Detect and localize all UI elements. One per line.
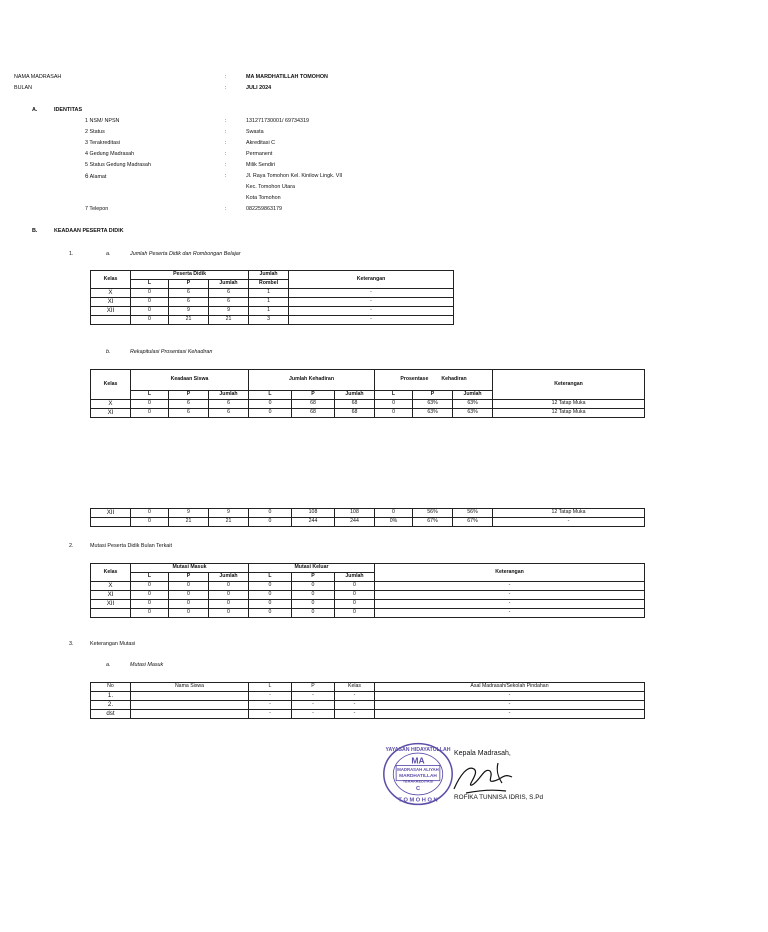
table-cell: XII [91,509,131,518]
table-cell: 0 [131,400,169,409]
colon: : [225,206,227,212]
table-cell: - [289,289,454,298]
table-cell: 0 [292,609,335,618]
table-cell: 0 [249,409,292,418]
table-cell: 0 [335,591,375,600]
header-kelas: Kelas [91,370,131,400]
table-row [91,591,645,600]
header-kelas: Kelas [91,271,131,289]
table-cell: 0 [209,591,249,600]
header-jumlah: Jumlah [335,391,375,400]
sub-a-letter: a. [106,251,111,257]
header-jumlah-kehadiran: Jumlah Kehadiran [249,370,375,391]
header-keterangan: Keterangan [375,564,645,582]
table-cell: 0 [131,518,169,527]
table-cell [131,692,249,701]
table-row [91,400,645,409]
table-cell: 0 [249,518,292,527]
table-cell: 0 [131,609,169,618]
table-cell: 0 [249,582,292,591]
header-l: L [131,391,169,400]
table-cell: 0 [209,600,249,609]
table-cell: 1 [249,289,289,298]
identitas-label: 1 NSM/ NPSN [85,118,120,124]
nama-madrasah-value: MA MARDHATILLAH TOMOHON [246,74,328,80]
colon: : [225,129,227,135]
table-cell: 0 [209,582,249,591]
table-cell: X [91,582,131,591]
header-p: P [292,573,335,582]
table-mutasi [90,563,645,618]
item-3-title: Keterangan Mutasi [90,641,136,647]
table-cell: 0% [375,518,413,527]
table-cell: 9 [209,509,249,518]
table-cell: 0 [131,591,169,600]
header-mutasi-keluar: Mutasi Keluar [249,564,375,573]
table-cell: - [292,701,335,710]
identitas-value: Milik Sendiri [246,162,276,168]
alamat-line-2: Kec. Tomohon Utara [246,184,296,190]
table-cell: 0 [169,609,209,618]
sub-a2-letter: a. [106,662,111,668]
nama-madrasah-label: NAMA MADRASAH [14,74,62,80]
table-cell: 63% [453,400,493,409]
table-cell: 6 [169,409,209,418]
svg-text:TERAKREDITASI: TERAKREDITASI [402,779,434,784]
header-no: No [91,683,131,692]
table-cell: 12 Tatap Muka [493,400,645,409]
table-cell: 12 Tatap Muka [493,409,645,418]
table-cell: 108 [335,509,375,518]
table-cell: - [249,710,292,719]
table-row [91,600,645,609]
svg-text:C: C [415,786,421,793]
table-cell: 9 [169,307,209,316]
table-cell: 63% [453,409,493,418]
colon: : [225,140,227,146]
table-cell: 0 [335,609,375,618]
table-cell: 244 [335,518,375,527]
table-cell: 0 [131,307,169,316]
table-cell: - [335,710,375,719]
table-cell: 9 [169,509,209,518]
table-cell: 63% [413,400,453,409]
table-cell: 0 [209,609,249,618]
table-cell: 21 [169,518,209,527]
table-cell: - [375,609,645,618]
svg-text:MARDHATILLAH: MARDHATILLAH [399,773,437,779]
bulan-value: JULI 2024 [246,85,272,91]
table-cell: 1. [91,692,131,701]
table-cell: 68 [292,400,335,409]
table-cell: 63% [413,409,453,418]
table-cell: XII [91,600,131,609]
principal-name: ROFIKA TUNNISA IDRIS, S.Pd [454,794,544,801]
table-cell: XI [91,409,131,418]
table-cell: - [249,692,292,701]
table-cell: 6 [169,289,209,298]
table-cell: 21 [209,518,249,527]
header-jumlah: Jumlah [453,391,493,400]
identitas-label: 4 Gedung Madrasah [85,151,135,157]
table-cell: 0 [375,400,413,409]
header-keterangan: Keterangan [289,271,454,289]
table-row [91,307,454,316]
table-cell: - [375,692,645,701]
identitas-value: Permanent [246,151,273,157]
item-1-number: 1. [69,251,74,257]
table-cell: 67% [413,518,453,527]
header-jumlah: Jumlah [209,391,249,400]
identitas-label: 5 Status Gedung Madrasah [85,162,151,168]
table-cell: - [289,307,454,316]
header-mutasi-masuk: Mutasi Masuk [131,564,249,573]
table-cell: 0 [131,298,169,307]
table-cell: XI [91,298,131,307]
table-cell: - [292,692,335,701]
table-cell: 0 [131,582,169,591]
table-cell: 0 [292,591,335,600]
table-row [91,518,645,527]
header-nama-siswa: Nama Siswa [131,683,249,692]
sub-b-letter: b. [106,349,111,355]
table-cell [91,316,131,325]
table-cell: 0 [249,609,292,618]
section-b-title: KEADAAN PESERTA DIDIK [54,228,124,234]
table-cell: 0 [375,409,413,418]
table-cell: 12 Tatap Muka [493,509,645,518]
table-cell: X [91,400,131,409]
table-cell: 1 [249,298,289,307]
table-cell: XI [91,591,131,600]
svg-text:YAYASAN HIDAYATULLAH: YAYASAN HIDAYATULLAH [385,747,451,754]
table-cell: - [289,298,454,307]
header-peserta-didik: Peserta Didik [131,271,249,280]
table-cell: 0 [292,582,335,591]
table-cell: 1 [249,307,289,316]
table-peserta-didik [90,270,454,325]
table-cell [131,701,249,710]
table-row [91,692,645,701]
table-cell: - [375,701,645,710]
table-cell: 21 [209,316,249,325]
madrasah-stamp-seal [380,740,456,808]
table-row [91,409,645,418]
table-cell: 6 [209,298,249,307]
table-cell: 0 [131,316,169,325]
sub-b-title: Rekapitulasi Prosentasi Kehadiran [130,349,213,355]
section-a-letter: A. [32,107,38,113]
header-jumlah-rombel: Jumlah [249,271,289,280]
table-cell: X [91,289,131,298]
header-kelas: Kelas [335,683,375,692]
table-cell: 6 [169,400,209,409]
item-2-title: Mutasi Peserta Didik Bulan Terkait [90,543,172,549]
table-cell: - [289,316,454,325]
header-keterangan: Keterangan [493,370,645,400]
table-cell: - [493,518,645,527]
table-cell: 68 [335,400,375,409]
table-row [91,298,454,307]
table-cell: - [335,692,375,701]
item-2-number: 2. [69,543,74,549]
identitas-value: Akreditasi C [246,140,276,146]
header-asal-madrasah: Asal Madrasah/Sekolah Pindahan [375,683,645,692]
signature-title: Kepala Madrasah, [454,750,511,757]
table-cell: - [249,701,292,710]
colon: : [225,74,227,80]
table-cell: 67% [453,518,493,527]
table-cell: 6 [169,298,209,307]
table-row [91,289,454,298]
table-cell [131,710,249,719]
colon: : [225,151,227,157]
table-cell: 0 [131,409,169,418]
header-p: P [292,391,335,400]
table-cell: 0 [169,591,209,600]
table-cell: 0 [335,600,375,609]
colon: : [225,173,227,179]
table-cell: - [375,710,645,719]
table-cell: 0 [169,600,209,609]
header-p: P [169,573,209,582]
table-kehadiran [90,369,645,418]
table-cell: 0 [249,591,292,600]
header-jumlah: Jumlah [335,573,375,582]
sub-a-title: Jumlah Peserta Didik dan Rombongan Belajar [130,251,241,257]
table-cell: - [335,701,375,710]
item-3-number: 3. [69,641,74,647]
table-cell: 108 [292,509,335,518]
table-cell: 6 [209,409,249,418]
table-cell [91,518,131,527]
colon: : [225,85,227,91]
bulan-label: BULAN [14,85,32,91]
section-a-title: IDENTITAS [54,107,83,113]
table-cell: - [375,582,645,591]
table-cell [91,609,131,618]
header-l: L [249,573,292,582]
colon: : [225,162,227,168]
table-row [91,609,645,618]
table-cell: 6 [209,400,249,409]
table-cell: - [375,600,645,609]
table-cell: 9 [209,307,249,316]
table-cell: 68 [292,409,335,418]
header-kelas: Kelas [91,564,131,582]
table-cell: 68 [335,409,375,418]
header-jumlah: Jumlah [209,280,249,289]
table-kehadiran-continued [90,508,645,527]
header-p: P [292,683,335,692]
header-p: P [169,391,209,400]
table-cell: 0 [131,509,169,518]
table-cell: 244 [292,518,335,527]
table-cell: 0 [335,582,375,591]
table-cell: 0 [292,600,335,609]
table-cell: - [292,710,335,719]
svg-text:MA: MA [411,755,425,766]
identitas-label: 2 Status [85,129,105,135]
header-rombel: Rombel [249,280,289,289]
header-l: L [375,391,413,400]
sub-a2-title: Mutasi Masuk [130,662,164,668]
table-cell: 0 [131,600,169,609]
identitas-value: Jl. Raya Tomohon Kel. Kinilow Lingk. VII [246,173,343,179]
table-cell: XII [91,307,131,316]
table-cell: dst [91,710,131,719]
table-cell: 0 [249,400,292,409]
alamat-line-3: Kota Tomohon [246,195,281,201]
handwritten-signature [446,755,526,797]
table-cell: 0 [249,509,292,518]
colon: : [225,118,227,124]
table-cell: 0 [249,600,292,609]
telepon-value: 082259863179 [246,206,282,212]
table-cell: - [375,591,645,600]
table-row [91,316,454,325]
header-p: P [169,280,209,289]
table-cell: 3 [249,316,289,325]
section-b-letter: B. [32,228,38,234]
table-cell: 21 [169,316,209,325]
table-mutasi-masuk [90,682,645,719]
header-prosentase-kehadiran: Prosentase Kehadiran [375,370,493,391]
table-cell: 56% [453,509,493,518]
table-cell: 0 [131,289,169,298]
table-cell: 6 [209,289,249,298]
header-keadaan-siswa: Keadaan Siswa [131,370,249,391]
header-l: L [249,683,292,692]
table-row [91,701,645,710]
table-row [91,582,645,591]
svg-text:T O M O H O N: T O M O H O N [398,797,438,804]
identitas-label: 6 Alamat [85,173,107,180]
header-jumlah: Jumlah [209,573,249,582]
telepon-label: 7 Telepon [85,206,109,212]
identitas-value: Swasta [246,129,264,135]
identitas-value: 131271730001/ 69734319 [246,118,309,124]
table-cell: 2. [91,701,131,710]
table-row [91,509,645,518]
header-l: L [131,280,169,289]
header-l: L [131,573,169,582]
table-cell: 0 [169,582,209,591]
identitas-label: 3 Terakreditasi [85,140,120,146]
table-cell: 0 [375,509,413,518]
table-cell: 56% [413,509,453,518]
table-row [91,710,645,719]
header-l: L [249,391,292,400]
svg-text:MADRASAH ALIYAH: MADRASAH ALIYAH [397,767,439,773]
header-p: P [413,391,453,400]
